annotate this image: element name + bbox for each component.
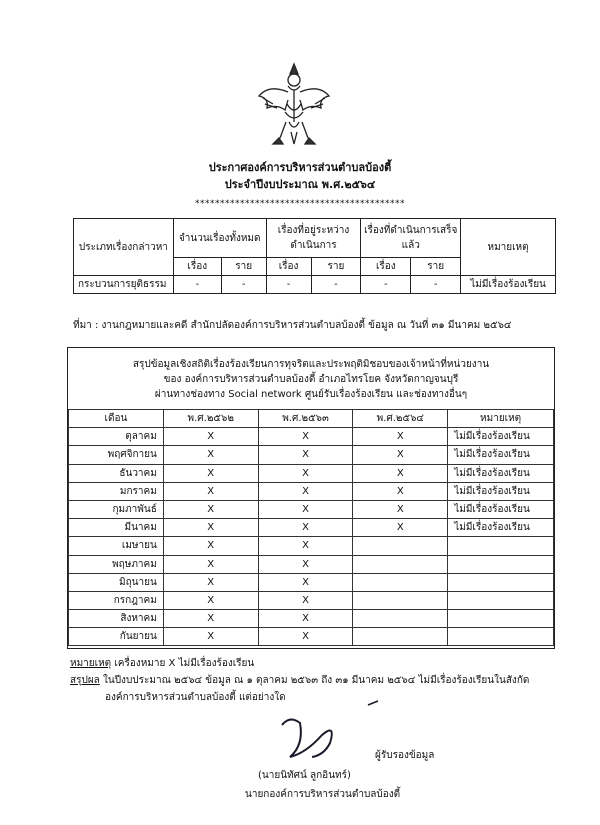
sub-case: ราย bbox=[221, 258, 266, 276]
year-cell: X bbox=[163, 482, 258, 500]
stat-header: พ.ศ.๒๕๖๔ bbox=[353, 410, 448, 428]
header-total: จำนวนเรื่องทั้งหมด bbox=[173, 219, 266, 258]
year-cell: X bbox=[258, 482, 353, 500]
table-row bbox=[69, 573, 554, 591]
table-row bbox=[69, 537, 554, 555]
conclusion-label: สรุปผล bbox=[70, 675, 100, 686]
month-cell: สิงหาคม bbox=[69, 610, 164, 628]
header-remark: หมายเหตุ bbox=[461, 219, 556, 276]
table-row bbox=[69, 482, 554, 500]
signer-position: นายกองค์การบริหารส่วนตำบลบ้องตี้ bbox=[245, 789, 401, 800]
year-cell: X bbox=[163, 428, 258, 446]
month-cell: ตุลาคม bbox=[69, 428, 164, 446]
table-row bbox=[69, 628, 554, 646]
year-cell: X bbox=[353, 446, 448, 464]
conclusion-text: ในปีงบประมาณ ๒๕๖๔ ข้อมูล ณ ๑ ตุลาคม ๒๕๖๓ ถึง ๓๑ มีนาคม ๒๕๖๔ ไม่มีเรื่องร้องเรียนในสังกัด bbox=[99, 675, 530, 686]
month-cell: พฤษภาคม bbox=[69, 555, 164, 573]
month-cell: พฤศจิกายน bbox=[69, 446, 164, 464]
sub-case: ราย bbox=[411, 258, 461, 276]
year-cell: X bbox=[258, 446, 353, 464]
stat-header: เดือน bbox=[69, 410, 164, 428]
remark-cell: ไม่มีเรื่องร้องเรียน bbox=[448, 428, 554, 446]
cell: - bbox=[411, 276, 461, 294]
year-cell: X bbox=[163, 591, 258, 609]
year-cell: X bbox=[163, 500, 258, 518]
month-cell: มีนาคม bbox=[69, 519, 164, 537]
year-cell: X bbox=[163, 628, 258, 646]
table-row bbox=[69, 428, 554, 446]
cell: - bbox=[266, 276, 311, 294]
year-cell: X bbox=[353, 464, 448, 482]
stat-header: หมายเหตุ bbox=[448, 410, 554, 428]
remark-cell bbox=[448, 573, 554, 591]
summary-line-1: สรุปข้อมูลเชิงสถิติเรื่องร้องเรียนการทุจริตและประพฤติมิชอบของเจ้าหน้าที่หน่วยงาน bbox=[132, 359, 490, 370]
conclusion-line-2: องค์การบริหารส่วนตำบลบ้องตี้ แต่อย่างใด bbox=[105, 692, 286, 703]
remark-cell bbox=[448, 537, 554, 555]
month-cell: กรกฎาคม bbox=[69, 591, 164, 609]
year-cell bbox=[353, 573, 448, 591]
remark-cell bbox=[448, 610, 554, 628]
year-cell: X bbox=[258, 500, 353, 518]
remark-cell bbox=[448, 591, 554, 609]
remark-cell: ไม่มีเรื่องร้องเรียน bbox=[448, 500, 554, 518]
table-row bbox=[69, 555, 554, 573]
summary-line-3: ผ่านทางช่องทาง Social network ศูนย์รับเรื่องร้องเรียน และช่องทางอื่นๆ bbox=[154, 389, 468, 400]
year-cell: X bbox=[258, 464, 353, 482]
year-cell bbox=[353, 591, 448, 609]
row-type: กระบวนการยุติธรรม bbox=[74, 276, 174, 294]
year-cell bbox=[353, 628, 448, 646]
remark-cell: ไม่มีเรื่องร้องเรียน bbox=[448, 482, 554, 500]
source-note: ที่มา : งานกฎหมายและคดี สำนักปลัดองค์การบริหารส่วนตำบลบ้องตี้ ข้อมูล ณ วันที่ ๓๑ มีนาคม ๒๕๖๔ bbox=[73, 320, 512, 331]
year-cell: X bbox=[163, 610, 258, 628]
sub-story: เรื่อง bbox=[266, 258, 311, 276]
year-cell: X bbox=[163, 555, 258, 573]
year-cell: X bbox=[353, 500, 448, 518]
remark-cell: ไม่มีเรื่องร้องเรียน bbox=[448, 446, 554, 464]
sub-story: เรื่อง bbox=[173, 258, 221, 276]
year-cell: X bbox=[163, 573, 258, 591]
table-row bbox=[69, 591, 554, 609]
month-cell: กุมภาพันธ์ bbox=[69, 500, 164, 518]
doc-subtitle: ประจำปีงบประมาณ พ.ศ.๒๕๖๔ bbox=[224, 178, 376, 191]
remark-cell: ไม่มีเรื่องร้องเรียน bbox=[448, 519, 554, 537]
complaint-type-table bbox=[73, 218, 556, 294]
year-cell: X bbox=[353, 519, 448, 537]
year-cell: X bbox=[258, 428, 353, 446]
garuda-emblem-icon bbox=[255, 60, 333, 150]
remark-cell bbox=[448, 628, 554, 646]
year-cell: X bbox=[258, 628, 353, 646]
month-cell: เมษายน bbox=[69, 537, 164, 555]
remark-cell bbox=[448, 555, 554, 573]
signer-name: (นายนิทัศน์ ลูกอินทร์) bbox=[258, 770, 351, 781]
stat-header: พ.ศ.๒๕๖๓ bbox=[258, 410, 353, 428]
remark-line bbox=[70, 656, 254, 671]
year-cell: X bbox=[163, 537, 258, 555]
cell: - bbox=[221, 276, 266, 294]
table-row bbox=[69, 610, 554, 628]
year-cell: X bbox=[258, 591, 353, 609]
year-cell bbox=[353, 537, 448, 555]
cell: - bbox=[173, 276, 221, 294]
month-cell: มกราคม bbox=[69, 482, 164, 500]
stat-header: พ.ศ.๒๕๖๒ bbox=[163, 410, 258, 428]
month-cell: กันยายน bbox=[69, 628, 164, 646]
remark-text: เครื่องหมาย X ไม่มีเรื่องร้องเรียน bbox=[111, 658, 255, 669]
year-cell: X bbox=[258, 610, 353, 628]
header-in-progress: เรื่องที่อยู่ระหว่างดำเนินการ bbox=[266, 219, 361, 258]
header-type: ประเภทเรื่องกล่าวหา bbox=[74, 219, 174, 276]
table-row bbox=[74, 276, 556, 294]
doc-title: ประกาศองค์การบริหารส่วนตำบลบ้องตี้ bbox=[208, 161, 392, 174]
table-row bbox=[69, 446, 554, 464]
star-divider: ****************************************** bbox=[195, 199, 405, 209]
sub-case: ราย bbox=[311, 258, 361, 276]
month-cell: ธันวาคม bbox=[69, 464, 164, 482]
statistics-box bbox=[67, 347, 555, 649]
cell: - bbox=[361, 276, 411, 294]
conclusion-line bbox=[70, 673, 529, 688]
year-cell: X bbox=[163, 519, 258, 537]
table-row bbox=[69, 500, 554, 518]
summary-line-2: ของ องค์การบริหารส่วนตำบลบ้องตี้ อำเภอไทรโยค จังหวัดกาญจนบุรี bbox=[163, 374, 459, 385]
header-completed: เรื่องที่ดำเนินการเสร็จแล้ว bbox=[361, 219, 461, 258]
row-remark: ไม่มีเรื่องร้องเรียน bbox=[461, 276, 556, 294]
year-cell: X bbox=[258, 519, 353, 537]
signature-icon bbox=[260, 695, 380, 765]
year-cell: X bbox=[163, 446, 258, 464]
year-cell: X bbox=[258, 573, 353, 591]
year-cell bbox=[353, 555, 448, 573]
sub-story: เรื่อง bbox=[361, 258, 411, 276]
year-cell: X bbox=[163, 464, 258, 482]
month-cell: มิถุนายน bbox=[69, 573, 164, 591]
certifier-label: ผู้รับรองข้อมูล bbox=[375, 750, 435, 761]
cell: - bbox=[311, 276, 361, 294]
remark-cell: ไม่มีเรื่องร้องเรียน bbox=[448, 464, 554, 482]
year-cell: X bbox=[353, 428, 448, 446]
monthly-statistics-table bbox=[68, 409, 554, 646]
remark-label: หมายเหตุ bbox=[70, 658, 112, 669]
year-cell: X bbox=[258, 555, 353, 573]
year-cell bbox=[353, 610, 448, 628]
table-row bbox=[69, 464, 554, 482]
year-cell: X bbox=[258, 537, 353, 555]
year-cell: X bbox=[353, 482, 448, 500]
table-row bbox=[69, 519, 554, 537]
